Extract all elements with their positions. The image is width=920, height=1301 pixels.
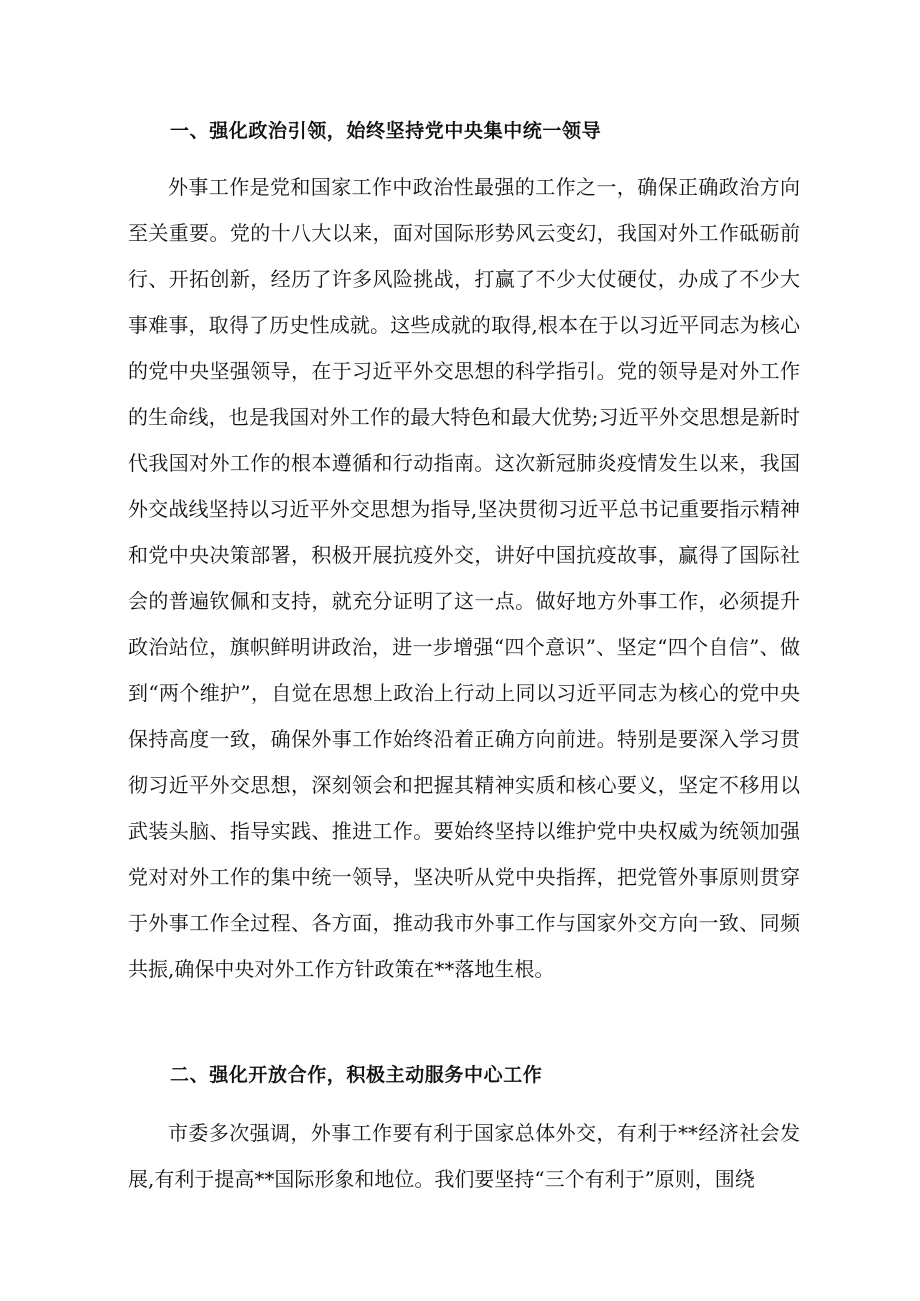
section-1-paragraph: 外事工作是党和国家工作中政治性最强的工作之一，确保正确政治方向至关重要。党的十八大以来，面对国际形势风云变幻，我国对外工作砥砺前行、开拓创新，经历了许多风险挑战，打赢了不少大仗硬仗，办成了不少大事难事，取得了历史性成就。这些成就的取得,根本在于以习近平同志为核心的党中央坚强领导，在于习近平外交思想的科学指引。党的领导是对外工作的生命线，也是我国对外工作的最大特色和最大优势;习近平外交思想是新时代我国对外工作的根本遵循和行动指南。这次新冠肺炎疫情发生以来，我国外交战线坚持以习近平外交思想为指导,坚决贯彻习近平总书记重要指示精神和党中央决策部署，积极开展抗疫外交，讲好中国抗疫故事，赢得了国际社会的普遍钦佩和支持，就充分证明了这一点。做好地方外事工作，必须提升政治站位，旗帜鲜明讲政治，进一步增强“四个意识”、坚定“四个自信”、做到“两个维护”，自觉在思想上政治上行动上同以习近平同志为核心的党中央保持高度一致，确保外事工作始终沿着正确方向前进。特别是要深入学习贯彻习近平外交思想，深刻领会和把握其精神实质和核心要义，坚定不移用以武装头脑、指导实践、推进工作。要始终坚持以维护党中央权威为统领加强党对对外工作的集中统一领导，坚决听从党中央指挥，把党管外事原则贯穿于外事工作全过程、各方面，推动我市外事工作与国家外交方向一致、同频共振,确保中央对外工作方针政策在**落地生根。 xyxy=(128,175,800,981)
section-2-paragraph: 市委多次强调，外事工作要有利于国家总体外交，有利于**经济社会发展,有利于提高**国际形象和地位。我们要坚持“三个有利于”原则，围绕 xyxy=(128,1121,800,1191)
section-2-heading: 二、强化开放合作，积极主动服务中心工作 xyxy=(170,1064,543,1086)
section-1-heading: 一、强化政治引领，始终坚持党中央集中统一领导 xyxy=(170,120,602,142)
